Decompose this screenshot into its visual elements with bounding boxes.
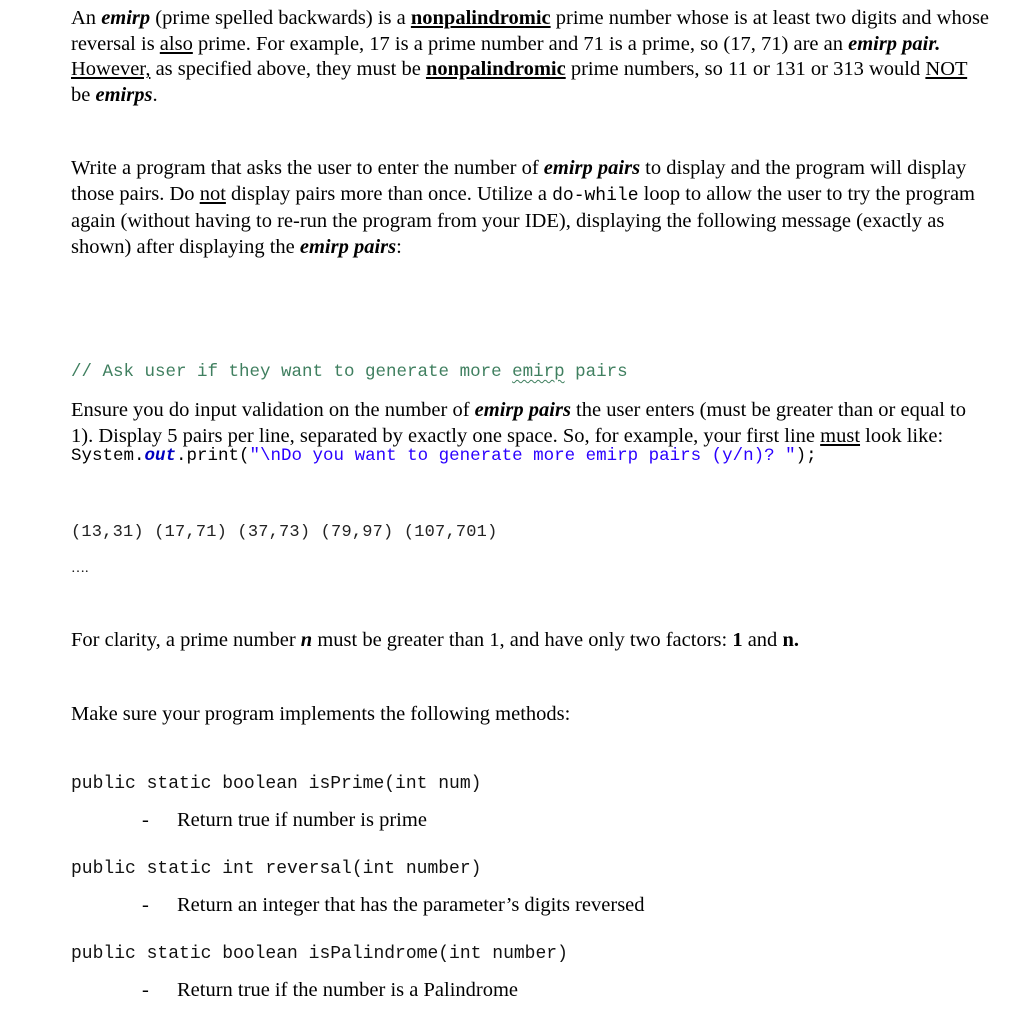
intro-text: prime numbers, so 11 or 131 or 313 would: [565, 58, 926, 81]
validation-text: Ensure you do input validation on the number of: [71, 399, 475, 421]
emirp-pairs-term: emirp pairs: [543, 157, 641, 179]
sample-output-ellipsis: ….: [71, 561, 89, 576]
method-description: [142, 808, 427, 834]
one-term: 1: [732, 629, 743, 651]
method-signature: public static boolean isPrime(int num): [71, 774, 482, 794]
code-comment: // Ask user if they want to generate more: [71, 362, 513, 382]
clarity-paragraph: [71, 628, 991, 654]
intro-text: as specified above, they must be: [150, 58, 426, 81]
do-while-code: do-while: [552, 185, 639, 206]
code-comment-emirp: emirp: [512, 362, 565, 382]
method-description: [142, 893, 645, 919]
clarity-text: For clarity, a prime number: [71, 629, 301, 651]
validation-text: the user enters (must be greater than or equal to 1). Display 5 pairs per line, separated by exactly one space. So, for example, your first line: [71, 399, 966, 447]
intro-text: be: [71, 84, 96, 107]
intro-text: prime number whose is at least two digits and whose reversal is: [71, 7, 990, 55]
dash: -: [142, 894, 149, 916]
task-text: to display and the program will display those pairs. Do: [71, 157, 967, 205]
also-term: also: [159, 32, 193, 55]
code-comment: pairs: [564, 362, 628, 382]
method-signature: public static boolean isPalindrome(int number): [71, 944, 568, 964]
emirps-term: emirps: [95, 84, 153, 107]
validation-paragraph: [71, 398, 991, 449]
intro-text: An: [71, 7, 102, 29]
task-text: :: [396, 236, 402, 259]
intro-text: (prime spelled backwards) is a: [150, 7, 411, 29]
methods-intro: Make sure your program implements the following methods:: [71, 703, 571, 725]
n-term: n: [300, 629, 313, 651]
intro-paragraph: [71, 6, 991, 109]
n-term: n.: [782, 629, 799, 651]
method-description-text: Return an integer that has the parameter’s digits reversed: [177, 894, 645, 916]
nonpalindromic-term: nonpalindromic: [425, 58, 566, 81]
code-comment-line: [71, 358, 991, 386]
sample-output-line: (13,31) (17,71) (37,73) (79,97) (107,701): [71, 523, 498, 542]
code-system: System.: [71, 446, 145, 466]
task-text: Write a program that asks the user to enter the number of: [71, 157, 544, 179]
method-description-text: Return true if the number is a Palindrome: [177, 979, 519, 1001]
task-text: display pairs more than once. Utilize a: [225, 182, 553, 205]
clarity-text: and: [742, 629, 783, 651]
task-paragraph: [71, 156, 991, 261]
dash: -: [142, 809, 149, 831]
clarity-text: must be greater than 1, and have only two factors:: [312, 629, 733, 651]
emirp-pairs-term: emirp pairs: [299, 236, 397, 259]
task-text: loop to allow the user to try the program again (without having to re-run the program from your IDE), displaying the following message (exactly as shown) after displaying the: [71, 182, 975, 259]
code-print-call: .print(: [176, 446, 250, 466]
emirp-pair-term: emirp pair.: [848, 32, 941, 55]
dash: -: [142, 979, 149, 1001]
must-term: must: [820, 424, 861, 447]
code-string-literal: "\nDo you want to generate more emirp pairs (y/n)? ": [249, 446, 796, 466]
code-statement-end: );: [795, 446, 817, 466]
nonpalindromic-term: nonpalindromic: [410, 7, 551, 29]
code-out-field: out: [144, 446, 177, 466]
intro-text: .: [152, 84, 158, 107]
method-description-text: Return true if number is prime: [177, 809, 427, 831]
not-term: not: [199, 182, 226, 205]
however-term: However,: [71, 58, 151, 81]
method-description: [142, 978, 518, 1004]
emirp-pairs-term: emirp pairs: [474, 399, 571, 421]
intro-text: prime. For example, 17 is a prime number and 71 is a prime, so (17, 71) are an: [192, 32, 849, 55]
method-signature: public static int reversal(int number): [71, 859, 482, 879]
not-term: NOT: [925, 58, 968, 81]
emirp-term: emirp: [101, 7, 151, 29]
validation-text: look like:: [860, 424, 944, 447]
